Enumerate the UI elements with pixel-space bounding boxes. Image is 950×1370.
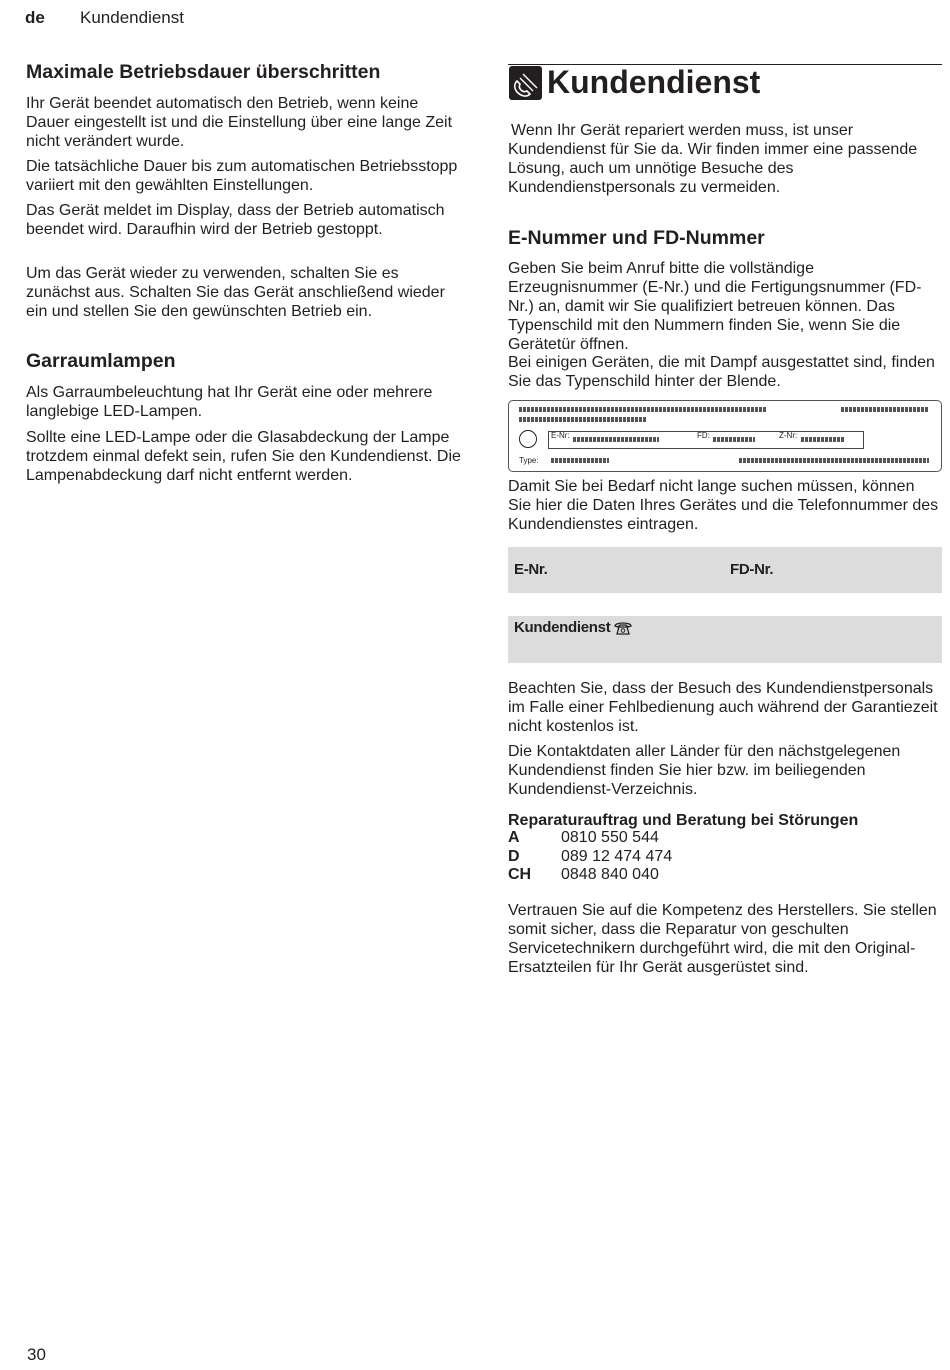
heading-e-number: E-Nummer und FD-Nummer [508, 227, 765, 249]
country-code: A [508, 829, 520, 846]
placeholder-text [713, 437, 755, 442]
intro-paragraph: Wenn Ihr Gerät repariert werden muss, ist unser Kundendienst für Sie da. Wir finden immer eine passende Lösung, auch um unnötige Besuche des Kundendienstpersonals zu vermeiden. [508, 122, 918, 196]
placeholder-text [739, 458, 929, 463]
running-header [25, 8, 184, 28]
page-title: Kundendienst [547, 64, 761, 100]
placeholder-text [551, 458, 609, 463]
section-title-block [508, 64, 942, 103]
z-nr-label: Z-Nr: [779, 431, 798, 440]
language-code: de [25, 8, 45, 27]
placeholder-text [519, 407, 767, 412]
service-field-label: Kundendienst [514, 619, 611, 636]
phone-row [508, 848, 672, 867]
heading-oven-lamps: Garraumlampen [26, 350, 176, 372]
paragraph: Sollte eine LED-Lampe oder die Glasabdeckung der Lampe trotzdem einmal defekt sein, rufen Sie den Kundendienst. Die Lampenabdeckung darf nicht entfernt werden. [26, 429, 461, 484]
paragraph: Beachten Sie, dass der Besuch des Kundendienstpersonals im Falle einer Fehlbedienung auch während der Garantiezeit nicht kostenlos ist. [508, 680, 938, 735]
paragraph: Bei einigen Geräten, die mit Dampf ausgestattet sind, finden Sie das Typenschild hinter der Blende. [508, 354, 935, 390]
paragraph: Vertrauen Sie auf die Kompetenz des Herstellers. Sie stellen somit sicher, dass die Reparatur von geschulten Servicetechnikern durchgeführt wird, die mit den Original-Ersatzteilen für Ihr Gerät ausgerüstet sind. [508, 902, 937, 976]
paragraph: Ihr Gerät beendet automatisch den Betrieb, wenn keine Dauer eingestellt ist und die Einstellung über eine lange Zeit nicht verändert wurde. [26, 95, 453, 150]
country-code: CH [508, 866, 532, 883]
fd-label: FD: [697, 431, 710, 440]
paragraph: Als Garraumbeleuchtung hat Ihr Gerät eine oder mehrere langlebige LED-Lampen. [26, 384, 433, 420]
e-nr-field-label: E-Nr. [514, 561, 548, 578]
placeholder-text [519, 417, 647, 422]
heading-max-duration: Maximale Betriebsdauer überschritten [26, 61, 381, 83]
placeholder-text [801, 437, 845, 442]
page-number: 30 [27, 1345, 46, 1364]
device-number-box [508, 547, 942, 593]
phone-number: 0848 840 040 [561, 866, 659, 883]
number-fields-box [548, 431, 864, 449]
phone-list [508, 829, 672, 885]
phone-icon [509, 66, 542, 100]
paragraph: Geben Sie beim Anruf bitte die vollständige Erzeugnisnummer (E-Nr.) und die Fertigungsnummer (FD-Nr.) an, damit wir Sie qualifiziert betreuen können. Das Typenschild mit den Nummern finden Sie, wenn Sie die Gerätetür öffnen. [508, 260, 922, 353]
placeholder-text [841, 407, 929, 412]
brand-logo-icon [519, 430, 537, 448]
country-code: D [508, 847, 520, 865]
fd-nr-field-label: FD-Nr. [730, 561, 774, 578]
phone-number: 089 12 474 474 [561, 847, 673, 865]
phone-number: 0810 550 544 [561, 829, 659, 846]
rating-plate-illustration [508, 400, 942, 472]
e-nr-label: E-Nr: [551, 431, 570, 440]
paragraph: Die Kontaktdaten aller Länder für den nächstgelegenen Kundendienst finden Sie hier bzw. im beiliegenden Kundendienst-Verzeichnis. [508, 743, 901, 798]
phone-row [508, 829, 672, 848]
phone-row [508, 866, 672, 885]
service-phone-box [508, 616, 942, 663]
paragraph: Um das Gerät wieder zu verwenden, schalten Sie es zunächst aus. Schalten Sie das Gerät anschließend wieder ein und stellen Sie den gewünschten Betrieb ein. [26, 265, 445, 320]
paragraph: Das Gerät meldet im Display, dass der Betrieb automatisch beendet wird. Daraufhin wird der Betrieb gestoppt. [26, 202, 445, 238]
header-section-title: Kundendienst [80, 8, 184, 27]
type-label: Type: [519, 456, 539, 465]
paragraph: Die tatsächliche Dauer bis zum automatischen Betriebsstopp variiert mit den gewählten Einstellungen. [26, 158, 458, 194]
paragraph: Damit Sie bei Bedarf nicht lange suchen müssen, können Sie hier die Daten Ihres Gerätes und die Telefonnummer des Kundendienstes eintragen. [508, 478, 939, 533]
placeholder-text [573, 437, 659, 442]
repair-heading: Reparaturauftrag und Beratung bei Störungen [508, 812, 859, 829]
telephone-icon [613, 620, 633, 636]
